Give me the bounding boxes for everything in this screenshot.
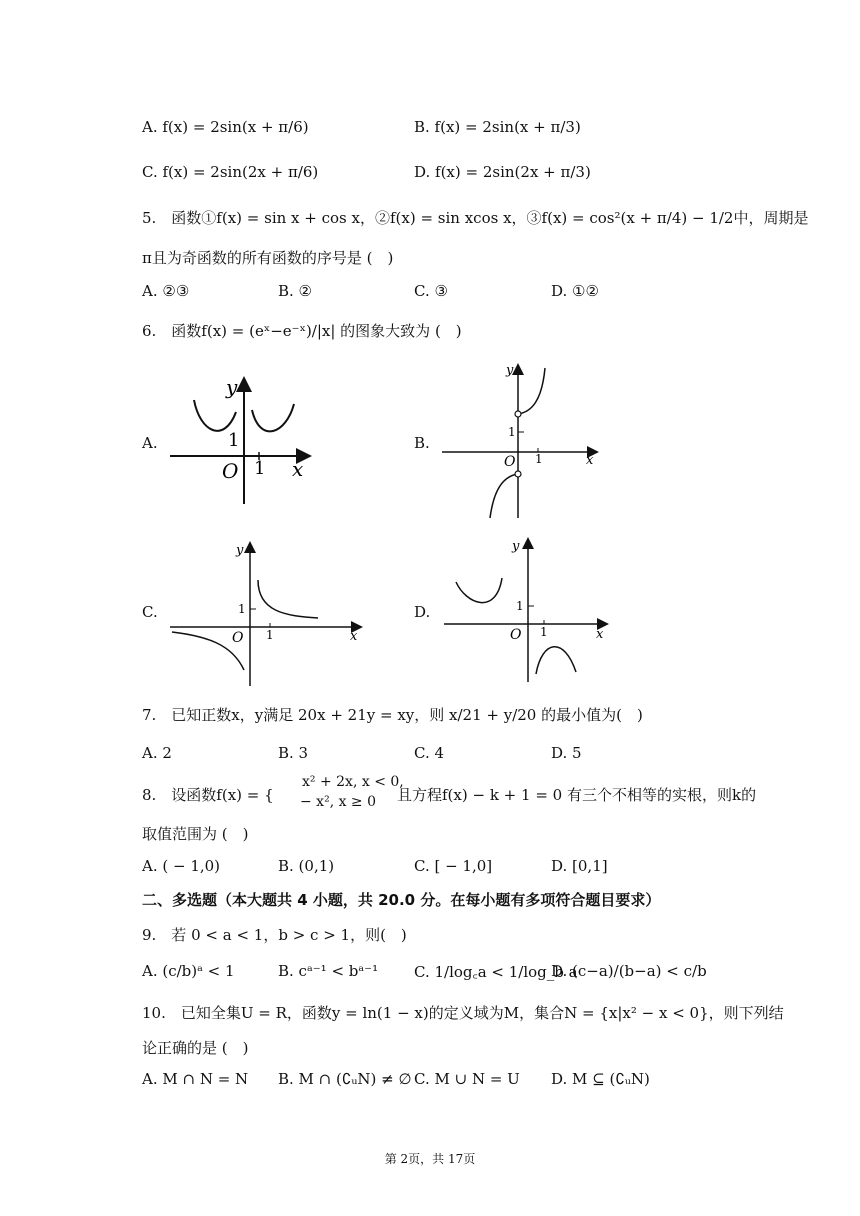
q9-option-c: C. 1/log꜀a < 1/log_b a xyxy=(414,963,578,981)
graph-c-x-label: x xyxy=(350,629,358,644)
graph-b-x-label: x xyxy=(586,453,594,468)
q5-stem-line2: π且为奇函数的所有函数的序号是 ( ) xyxy=(142,249,394,267)
graph-b-one-y: 1 xyxy=(508,425,516,439)
q6-label-a: A. xyxy=(142,434,158,452)
q8-option-d: D. [0,1] xyxy=(551,857,608,875)
graph-c-one-x: 1 xyxy=(266,628,274,642)
graph-a xyxy=(168,372,313,507)
q9-stem: 9. 若 0 < a < 1，b > c > 1，则( ) xyxy=(142,926,407,944)
q6-label-d: D. xyxy=(414,603,431,621)
graph-d-origin: O xyxy=(510,627,522,643)
graph-c-y-label: y xyxy=(236,543,244,558)
q8-option-c: C. [ − 1,0] xyxy=(414,857,493,875)
q8-piece-2: − x², x ≥ 0 xyxy=(300,794,377,810)
q9-option-d: D. (c−a)/(b−a) < c/b xyxy=(551,962,707,980)
graph-b xyxy=(440,362,600,522)
graph-a-one-y: 1 xyxy=(228,430,240,451)
graph-d-one-y: 1 xyxy=(516,599,524,613)
q6-stem: 6. 函数f(x) = (eˣ−e⁻ˣ)/|x| 的图象大致为 ( ) xyxy=(142,322,462,340)
q8-piece-1: x² + 2x, x < 0, xyxy=(302,774,404,790)
q4-option-a: A. f(x) = 2sin(x + π/6) xyxy=(142,118,309,136)
q5-option-b: B. ② xyxy=(278,282,313,300)
q8-option-b: B. (0,1) xyxy=(278,857,335,875)
q6-label-b: B. xyxy=(414,434,430,452)
q4-option-d: D. f(x) = 2sin(2x + π/3) xyxy=(414,163,591,181)
q7-stem: 7. 已知正数x，y满足 20x + 21y = xy，则 x/21 + y/20 的最小值为( ) xyxy=(142,706,643,724)
q10-option-a: A. M ∩ N = N xyxy=(142,1070,249,1088)
graph-d-one-x: 1 xyxy=(540,625,548,639)
graph-a-x-label: x xyxy=(292,457,304,481)
q5-option-c: C. ③ xyxy=(414,282,448,300)
q7-option-d: D. 5 xyxy=(551,744,582,762)
section-heading-multiple-choice: 二、多选题（本大题共 4 小题，共 20.0 分。在每小题有多项符合题目要求） xyxy=(142,891,661,909)
q4-option-c: C. f(x) = 2sin(2x + π/6) xyxy=(142,163,319,181)
q8-stem-line2: 取值范围为 ( ) xyxy=(142,825,249,843)
q4-option-b: B. f(x) = 2sin(x + π/3) xyxy=(414,118,581,136)
graph-d xyxy=(440,536,610,686)
graph-c xyxy=(166,540,366,690)
q10-option-b: B. M ∩ (∁ᵤN) ≠ ∅ xyxy=(278,1070,412,1088)
q9-option-a: A. (c/b)ᵃ < 1 xyxy=(142,962,235,980)
graph-b-y-label: y xyxy=(506,363,514,378)
q6-label-c: C. xyxy=(142,603,158,621)
q10-option-d: D. M ⊆ (∁ᵤN) xyxy=(551,1070,650,1088)
graph-a-one-x: 1 xyxy=(254,458,266,479)
q9-option-b: B. cᵃ⁻¹ < bᵃ⁻¹ xyxy=(278,962,379,980)
q5-option-d: D. ①② xyxy=(551,282,599,300)
graph-c-origin: O xyxy=(232,630,244,646)
graph-b-one-x: 1 xyxy=(535,452,543,466)
q8-stem-prefix: 8. 设函数f(x) = { xyxy=(142,786,274,804)
graph-a-origin: O xyxy=(222,459,239,483)
q10-stem-line2: 论正确的是 ( ) xyxy=(142,1039,249,1057)
graph-a-y-label: y xyxy=(226,375,238,399)
q8-option-a: A. ( − 1,0) xyxy=(142,857,221,875)
graph-d-y-label: y xyxy=(512,539,520,554)
q8-stem-suffix: 且方程f(x) − k + 1 = 0 有三个不相等的实根，则k的 xyxy=(397,786,757,804)
page-footer: 第 2页，共 17页 xyxy=(384,1152,476,1166)
q10-stem-line1: 10. 已知全集U = R，函数y = ln(1 − x)的定义域为M，集合N = {x|x² − x < 0}，则下列结 xyxy=(142,1004,784,1022)
q10-option-c: C. M ∪ N = U xyxy=(414,1070,520,1088)
q5-option-a: A. ②③ xyxy=(142,282,190,300)
q5-stem-line1: 5. 函数①f(x) = sin x + cos x，②f(x) = sin xcos x，③f(x) = cos²(x + π/4) − 1/2中，周期是 xyxy=(142,209,809,227)
q7-option-c: C. 4 xyxy=(414,744,445,762)
graph-d-x-label: x xyxy=(596,627,604,642)
q7-option-a: A. 2 xyxy=(142,744,172,762)
graph-b-origin: O xyxy=(504,454,516,470)
q7-option-b: B. 3 xyxy=(278,744,309,762)
graph-c-one-y: 1 xyxy=(238,602,246,616)
